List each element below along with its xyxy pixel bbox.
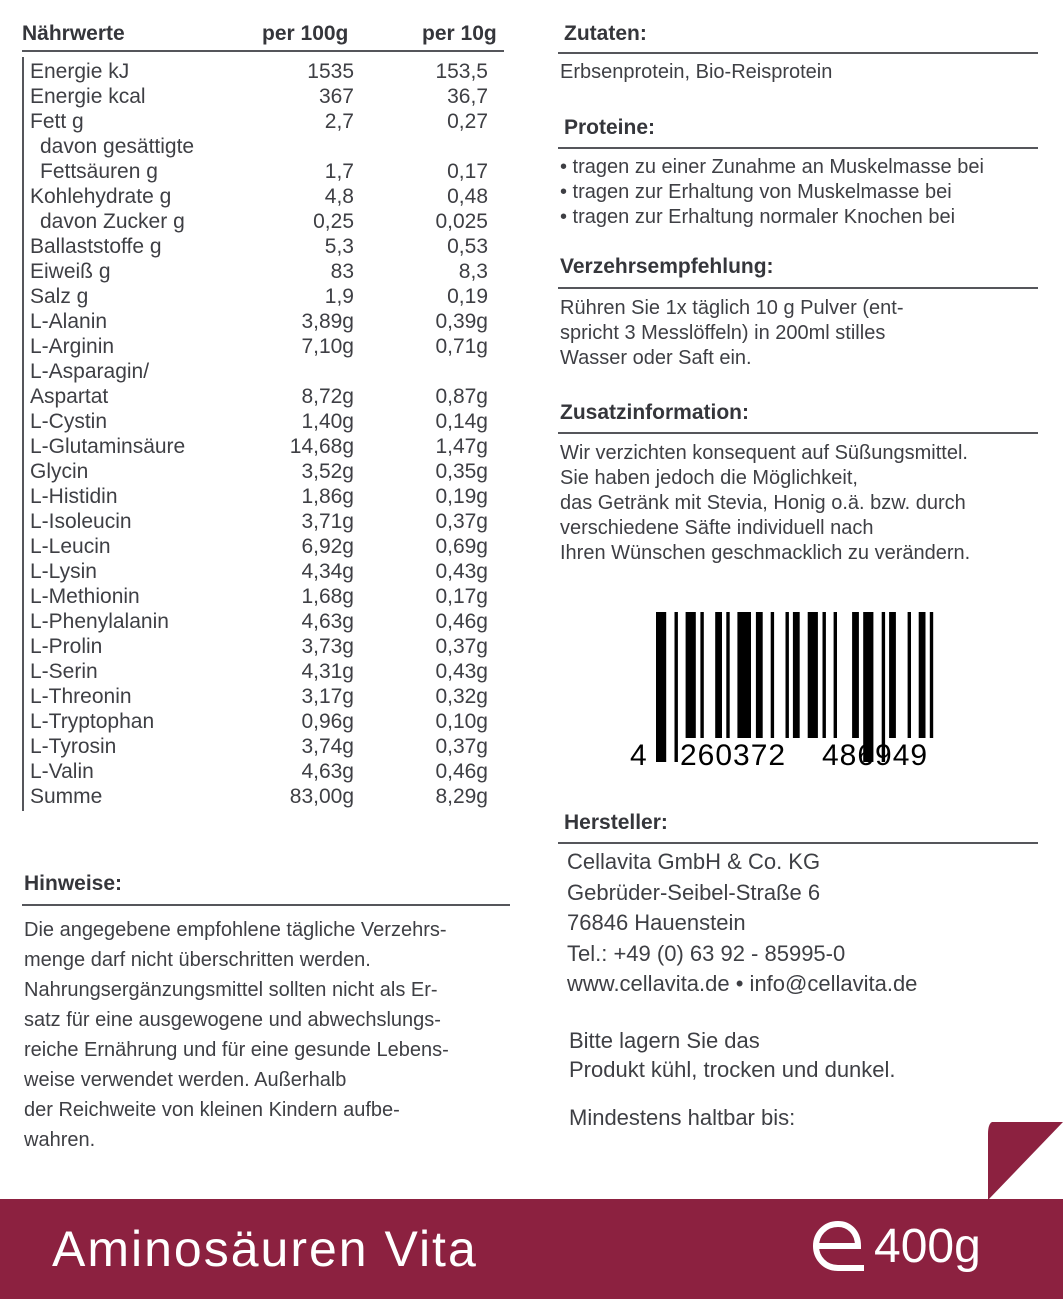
- hinweise-line: der Reichweite von kleinen Kindern aufbe-: [24, 1099, 400, 1121]
- zusatz-line: Sie haben jedoch die Möglichkeit,: [560, 467, 858, 489]
- nutrient-name: Aspartat: [30, 385, 109, 408]
- nutrient-name: L-Tyrosin: [30, 735, 117, 758]
- zusatz-line: Ihren Wünschen geschmacklich zu verändern.: [560, 542, 971, 564]
- hinweise-line: satz für eine ausgewogene und abwechslungs-: [24, 1009, 441, 1031]
- table-header-rule: [22, 50, 504, 52]
- value-per-100g: 0,25: [313, 210, 354, 233]
- barcode-bar: [675, 612, 678, 762]
- nutrition-row: [22, 659, 502, 684]
- nutrition-row: [22, 384, 502, 409]
- nutrition-header-name: Nährwerte: [22, 22, 125, 45]
- value-per-10g: 0,32g: [435, 685, 488, 708]
- nutrition-row: [22, 59, 502, 84]
- nutrient-name: L-Isoleucin: [30, 510, 132, 533]
- value-per-10g: 0,37g: [435, 510, 488, 533]
- zusatz-title: Zusatzinformation:: [560, 401, 749, 424]
- value-per-100g: 4,63g: [301, 610, 354, 633]
- value-per-10g: 0,69g: [435, 535, 488, 558]
- zutaten-text: Erbsenprotein, Bio-Reisprotein: [560, 61, 833, 83]
- nutrition-row: [22, 784, 502, 809]
- nutrition-row: [22, 259, 502, 284]
- verzehr-line: Rühren Sie 1x täglich 10 g Pulver (ent-: [560, 297, 904, 319]
- zusatz-line: verschiedene Säfte individuell nach: [560, 517, 874, 539]
- nutrition-row: [22, 109, 502, 134]
- nutrition-row: [22, 209, 502, 234]
- nutrient-name: Fett g: [30, 110, 84, 133]
- corner-accent: [980, 1122, 1063, 1200]
- nutrition-row: [22, 684, 502, 709]
- nutrient-name: L-Asparagin/: [30, 360, 150, 383]
- nutrient-name: L-Arginin: [30, 335, 115, 358]
- nutrition-header-per10: per 10g: [422, 22, 497, 45]
- net-weight-value: 400g: [874, 1220, 981, 1273]
- proteine-title: Proteine:: [564, 116, 656, 139]
- nutrient-name: L-Methionin: [30, 585, 140, 608]
- value-per-100g: 6,92g: [301, 535, 354, 558]
- value-per-100g: 3,89g: [301, 310, 354, 333]
- value-per-10g: 0,37g: [435, 635, 488, 658]
- value-per-100g: 4,31g: [301, 660, 354, 683]
- nutrition-row: [22, 534, 502, 559]
- value-per-10g: 36,7: [447, 85, 488, 108]
- value-per-10g: 0,53: [447, 235, 488, 258]
- hersteller-line: Tel.: +49 (0) 63 92 - 85995-0: [567, 940, 846, 966]
- value-per-10g: 0,39g: [435, 310, 488, 333]
- nutrient-name: L-Threonin: [30, 685, 132, 708]
- barcode-digits-right: 486949: [822, 739, 929, 772]
- value-per-10g: 0,43g: [435, 560, 488, 583]
- product-name: Aminosäuren Vita: [52, 1221, 478, 1277]
- nutrient-name: Kohlehydrate g: [30, 185, 172, 208]
- verzehr-rule: [558, 287, 1038, 289]
- barcode-bar: [726, 612, 729, 738]
- value-per-100g: 1,86g: [301, 485, 354, 508]
- nutrition-row: [22, 759, 502, 784]
- value-per-10g: 0,71g: [435, 335, 488, 358]
- hinweise-line: wahren.: [24, 1129, 96, 1151]
- value-per-100g: 1,7: [324, 160, 354, 183]
- barcode-digit-first: 4: [630, 739, 647, 772]
- value-per-10g: 0,48: [447, 185, 488, 208]
- zusatz-rule: [558, 432, 1038, 434]
- hersteller-line: 76846 Hauenstein: [567, 910, 746, 935]
- nutrition-row: [22, 284, 502, 309]
- nutrient-name: Energie kcal: [30, 85, 146, 108]
- nutrient-name: Glycin: [30, 460, 89, 483]
- proteine-rule: [558, 147, 1038, 149]
- value-per-100g: 5,3: [324, 235, 354, 258]
- value-per-100g: 83: [330, 260, 354, 283]
- value-per-10g: 0,27: [447, 110, 488, 133]
- value-per-100g: 2,7: [324, 110, 354, 133]
- value-per-100g: 367: [318, 85, 354, 108]
- hersteller-address: [567, 847, 917, 1000]
- nutrient-name: L-Glutaminsäure: [30, 435, 186, 458]
- barcode-bar: [889, 612, 896, 738]
- nutrient-name: L-Prolin: [30, 635, 103, 658]
- storage-line: Bitte lagern Sie das: [569, 1028, 760, 1053]
- value-per-10g: 0,025: [435, 210, 488, 233]
- proteine-item: • tragen zu einer Zunahme an Muskelmasse bei: [560, 156, 984, 178]
- barcode-bar: [737, 612, 751, 738]
- nutrition-row: [22, 184, 502, 209]
- nutrition-header-per100: per 100g: [262, 22, 349, 45]
- nutrition-row: [22, 359, 502, 384]
- table-left-rule: [22, 57, 24, 811]
- value-per-100g: 3,52g: [301, 460, 354, 483]
- hersteller-title: Hersteller:: [564, 811, 668, 834]
- nutrient-name: L-Phenylalanin: [30, 610, 169, 633]
- value-per-100g: 0,96g: [301, 710, 354, 733]
- nutrition-row: [22, 559, 502, 584]
- proteine-list: [560, 155, 984, 230]
- value-per-100g: 1535: [307, 60, 354, 83]
- nutrient-name: L-Tryptophan: [30, 710, 155, 733]
- hinweise-line: Die angegebene empfohlene tägliche Verzehrs-: [24, 919, 447, 941]
- value-per-100g: 4,34g: [301, 560, 354, 583]
- nutrient-name: Summe: [30, 785, 103, 808]
- barcode-bar: [786, 612, 789, 738]
- value-per-100g: 1,68g: [301, 585, 354, 608]
- hinweise-line: weise verwendet werden. Außerhalb: [24, 1069, 347, 1091]
- barcode-bar: [756, 612, 763, 738]
- verzehr-line: Wasser oder Saft ein.: [560, 347, 752, 369]
- barcode-bar: [793, 612, 800, 738]
- value-per-10g: 0,17g: [435, 585, 488, 608]
- nutrition-row: [22, 459, 502, 484]
- barcode-bar: [919, 612, 926, 738]
- value-per-100g: 4,63g: [301, 760, 354, 783]
- value-per-10g: 0,43g: [435, 660, 488, 683]
- nutrition-row: [22, 634, 502, 659]
- barcode-digits-left: 260372: [680, 739, 787, 772]
- nutrient-name: L-Cystin: [30, 410, 108, 433]
- value-per-10g: 8,3: [458, 260, 488, 283]
- nutrition-row: [22, 709, 502, 734]
- value-per-100g: 1,40g: [301, 410, 354, 433]
- value-per-10g: 8,29g: [435, 785, 488, 808]
- nutrient-name: L-Serin: [30, 660, 98, 683]
- value-per-10g: 0,87g: [435, 385, 488, 408]
- value-per-10g: 1,47g: [435, 435, 488, 458]
- barcode-bar: [771, 612, 774, 738]
- nutrition-row: [22, 409, 502, 434]
- hinweise-line: menge darf nicht überschritten werden.: [24, 949, 371, 971]
- nutrient-name: davon Zucker g: [40, 210, 185, 233]
- nutrient-name: L-Alanin: [30, 310, 108, 333]
- verzehr-text: [560, 296, 904, 371]
- verzehr-line: spricht 3 Messlöffeln) in 200ml stilles: [560, 322, 886, 344]
- zusatz-line: Wir verzichten konsequent auf Süßungsmittel.: [560, 442, 968, 464]
- value-per-10g: 0,10g: [435, 710, 488, 733]
- nutrition-row: [22, 734, 502, 759]
- storage-note: [569, 1026, 896, 1084]
- nutrition-row: [22, 134, 502, 159]
- nutrient-name: Fettsäuren g: [40, 160, 158, 183]
- value-per-10g: 0,19g: [435, 485, 488, 508]
- nutrition-row: [22, 509, 502, 534]
- value-per-100g: 3,73g: [301, 635, 354, 658]
- barcode-bar: [834, 612, 837, 738]
- nutrient-name: Energie kJ: [30, 60, 130, 83]
- nutrition-row: [22, 609, 502, 634]
- value-per-100g: 3,74g: [301, 735, 354, 758]
- nutrition-row: [22, 309, 502, 334]
- barcode: [628, 612, 943, 772]
- barcode-bar: [930, 612, 933, 738]
- hinweise-line: Nahrungsergänzungsmittel sollten nicht als Er-: [24, 979, 438, 1001]
- nutrient-name: L-Histidin: [30, 485, 118, 508]
- nutrient-name: L-Leucin: [30, 535, 111, 558]
- best-before-label: Mindestens haltbar bis:: [569, 1105, 796, 1130]
- value-per-100g: 4,8: [324, 185, 354, 208]
- hinweise-title: Hinweise:: [24, 872, 123, 895]
- nutrient-name: davon gesättigte: [40, 135, 195, 158]
- barcode-bar: [686, 612, 696, 738]
- hersteller-line: Gebrüder-Seibel-Straße 6: [567, 879, 821, 905]
- hersteller-rule: [558, 842, 1038, 844]
- hinweise-line: reiche Ernährung und für eine gesunde Lebens-: [24, 1039, 449, 1061]
- zutaten-rule: [558, 52, 1038, 54]
- value-per-10g: 0,46g: [435, 610, 488, 633]
- value-per-100g: 3,71g: [301, 510, 354, 533]
- nutrition-row: [22, 584, 502, 609]
- value-per-100g: 7,10g: [301, 335, 354, 358]
- hersteller-line: www.cellavita.de • info@cellavita.de: [567, 971, 918, 996]
- proteine-item: • tragen zur Erhaltung von Muskelmasse bei: [560, 181, 952, 203]
- hersteller-line: Cellavita GmbH & Co. KG: [567, 849, 821, 874]
- barcode-bar: [715, 612, 722, 738]
- value-per-100g: 8,72g: [301, 385, 354, 408]
- value-per-100g: 14,68g: [289, 435, 354, 458]
- nutrition-row: [22, 434, 502, 459]
- nutrition-row: [22, 234, 502, 259]
- value-per-10g: 0,14g: [435, 410, 488, 433]
- nutrition-row: [22, 484, 502, 509]
- zusatz-text: [560, 441, 970, 566]
- nutrient-name: L-Valin: [30, 760, 94, 783]
- value-per-100g: 83,00g: [289, 785, 354, 808]
- barcode-bar: [700, 612, 703, 738]
- proteine-item: • tragen zur Erhaltung normaler Knochen bei: [560, 206, 956, 228]
- value-per-10g: 0,46g: [435, 760, 488, 783]
- nutrition-row: [22, 84, 502, 109]
- hinweise-text: [24, 915, 449, 1155]
- nutrient-name: Eiweiß g: [30, 260, 111, 283]
- hinweise-rule: [22, 904, 510, 906]
- zusatz-line: das Getränk mit Stevia, Honig o.ä. bzw. durch: [560, 492, 966, 514]
- storage-line: Produkt kühl, trocken und dunkel.: [569, 1057, 896, 1082]
- value-per-10g: 0,17: [447, 160, 488, 183]
- value-per-100g: 3,17g: [301, 685, 354, 708]
- value-per-100g: 1,9: [324, 285, 354, 308]
- nutrition-row: [22, 159, 502, 184]
- barcode-bar: [908, 612, 911, 738]
- nutrient-name: Salz g: [30, 285, 89, 308]
- value-per-10g: 0,35g: [435, 460, 488, 483]
- zutaten-title: Zutaten:: [564, 22, 647, 45]
- nutrition-row: [22, 334, 502, 359]
- verzehr-title: Verzehrsempfehlung:: [560, 255, 774, 278]
- barcode-bar: [656, 612, 666, 762]
- value-per-10g: 0,37g: [435, 735, 488, 758]
- barcode-bar: [823, 612, 826, 738]
- nutrient-name: L-Lysin: [30, 560, 97, 583]
- barcode-bar: [852, 612, 859, 738]
- barcode-bar: [808, 612, 818, 738]
- value-per-10g: 153,5: [435, 60, 488, 83]
- estimated-sign-icon: [808, 1216, 868, 1276]
- nutrient-name: Ballaststoffe g: [30, 235, 162, 258]
- value-per-10g: 0,19: [447, 285, 488, 308]
